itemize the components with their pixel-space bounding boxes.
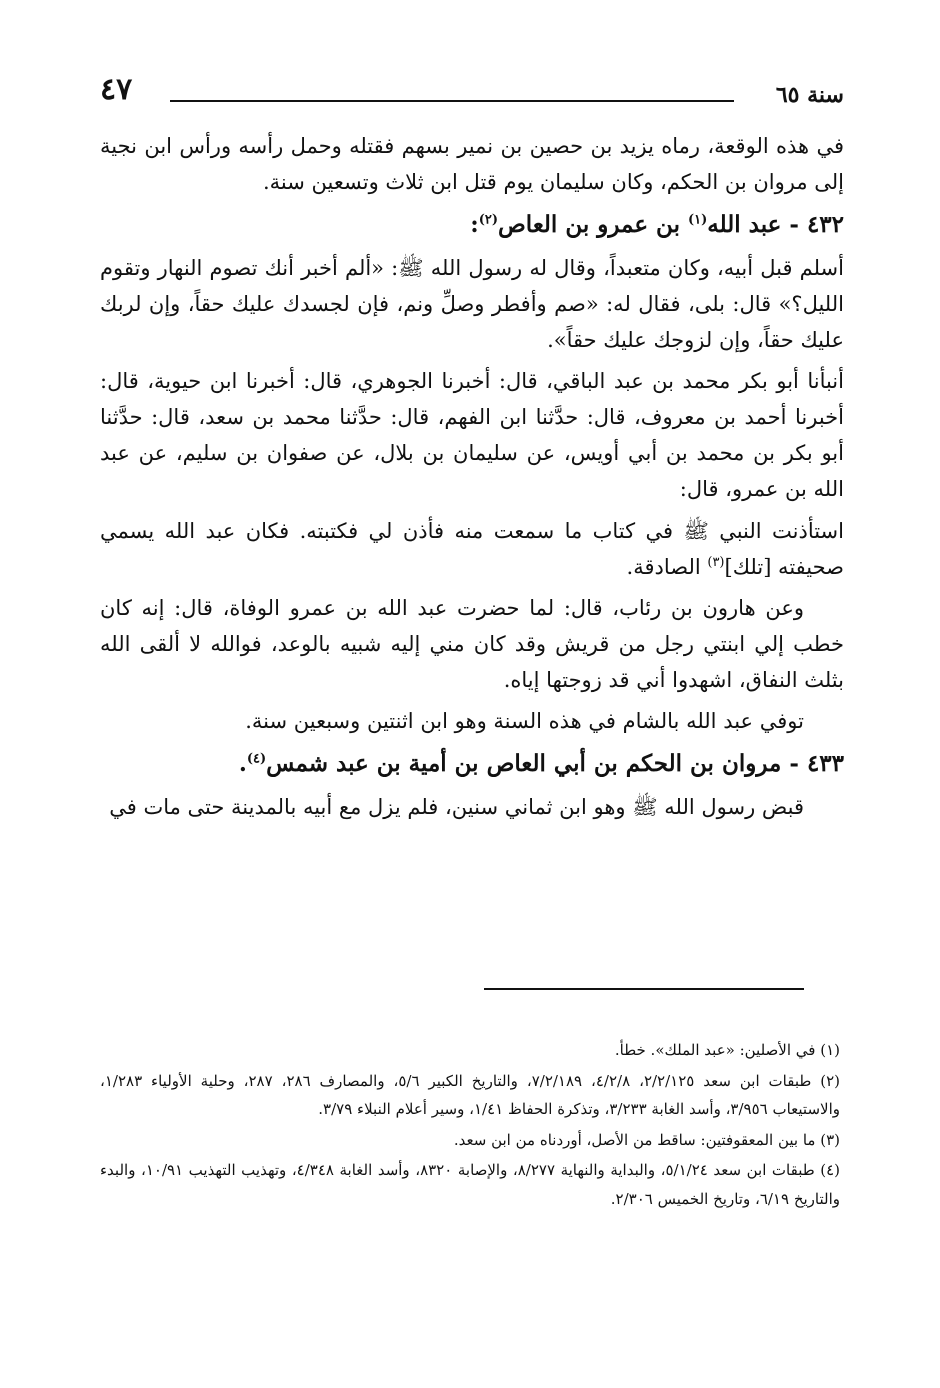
header-year-label: سنة ٦٥	[775, 82, 844, 108]
paragraph-5: وعن هارون بن رئاب، قال: لما حضرت عبد الله بن عمرو الوفاة، قال: إنه كان خطب إلي ابنتي رجل من قريش وقد كان مني إليه شبيه بالوعد، فوالله لا ألقى الله بثلث النفاق، اشهدوا أني قد زوجتها إياه.	[100, 595, 844, 692]
footnotes	[100, 1036, 840, 1215]
heading-432-lineage: بن عمرو بن العاص	[498, 211, 688, 239]
paragraph-7: قبض رسول الله ﷺ وهو ابن ثماني سنين، فلم يزل مع أبيه بالمدينة حتى مات في	[109, 794, 804, 819]
heading-433-end: .	[238, 750, 247, 778]
footnote-ref-2: (٢)	[478, 212, 498, 228]
entry-heading-433	[100, 744, 844, 784]
paragraph-4-text: استأذنت النبي ﷺ في كتاب ما سمعت منه فأذن لي فكتبته. فكان عبد الله يسمي صحيفته [تلك]	[100, 518, 844, 579]
footnote-1: (١) في الأصلين: «عبد الملك». خطأ.	[614, 1041, 840, 1059]
footnote-2: (٢) طبقات ابن سعد ٢/٢/١٢٥، ٤/٢/٨، ٧/٢/١٨٩، والتاريخ الكبير ٥/٦، والمصارف ٢٨٦، ٢٨٧، وحلية الأولياء ١/٢٨٣، والاستيعاب ٣/٩٥٦، وأسد الغابة ٣/٢٣٣، وتذكرة الحفاظ ١/٤١، وسير أعلام النبلاء ٣/٧٩.	[100, 1071, 841, 1118]
paragraph-3: أنبأنا أبو بكر محمد بن عبد الباقي، قال: أخبرنا الجوهري، قال: أخبرنا ابن حيوية، قال: أخبرنا أحمد بن معروف، قال: حدَّثنا ابن الفهم، قال: حدَّثنا محمد بن سعد، قال: حدَّثنا أبو بكر بن محمد بن أبي أويس، عن سليمان بن بلال، عن صفوان بن سليم، عن عبد الله بن عمرو، قال:	[100, 369, 844, 502]
heading-433-name: ٤٣٣ - مروان بن الحكم بن أبي العاص بن أمية بن عبد شمس	[266, 750, 844, 778]
footnote-3: (٣) ما بين المعقوفتين: ساقط من الأصل، أوردناه من ابن سعد.	[453, 1130, 840, 1149]
footnote-ref-4: (٤)	[246, 751, 267, 767]
paragraph-4	[100, 513, 844, 585]
footnote-ref-1: (١)	[687, 212, 708, 228]
heading-432-colon: :	[470, 211, 479, 239]
footnote-4: (٤) طبقات ابن سعد ٥/١/٢٤، والبداية والنهاية ٨/٢٧٧، والإصابة ٨٣٢٠، وأسد الغابة ٤/٣٤٨، وتهذيب التهذيب ١٠/٩١، والبدء والتاريخ ٦/١٩، وتاريخ الخميس ٢/٣٠٦.	[100, 1161, 840, 1208]
heading-432-name: ٤٣٢ - عبد الله	[707, 211, 844, 239]
main-text	[100, 128, 844, 830]
page-number: ٤٧	[100, 72, 133, 107]
paragraph-2: أسلم قبل أبيه، وكان متعبداً، وقال له رسول الله ﷺ: «ألم أخبر أنك تصوم النهار وتقوم الليل؟» قال: بلى، فقال له: «صم وأفطر وصلِّ ونم، فإن لجسدك عليك حقاً، وإن لربك عليك حقاً، وإن لزوجك عليك حقاً».	[100, 255, 844, 352]
header-rule	[170, 100, 734, 102]
entry-heading-432	[100, 205, 844, 245]
footnote-separator	[484, 988, 804, 990]
paragraph-6: توفي عبد الله بالشام في هذه السنة وهو ابن اثنتين وسبعين سنة.	[245, 709, 804, 734]
paragraph-4-end: الصادقة.	[626, 554, 708, 579]
running-header	[100, 70, 844, 110]
footnote-ref-3: (٣)	[707, 554, 725, 570]
paragraph-1: في هذه الوقعة، رماه يزيد بن حصين بن نمير بسهم فقتله وحمل رأسه ورأس ابن نجية إلى مروان بن الحكم، وكان سليمان يوم قتل ابن ثلاث وتسعين سنة.	[100, 134, 844, 195]
